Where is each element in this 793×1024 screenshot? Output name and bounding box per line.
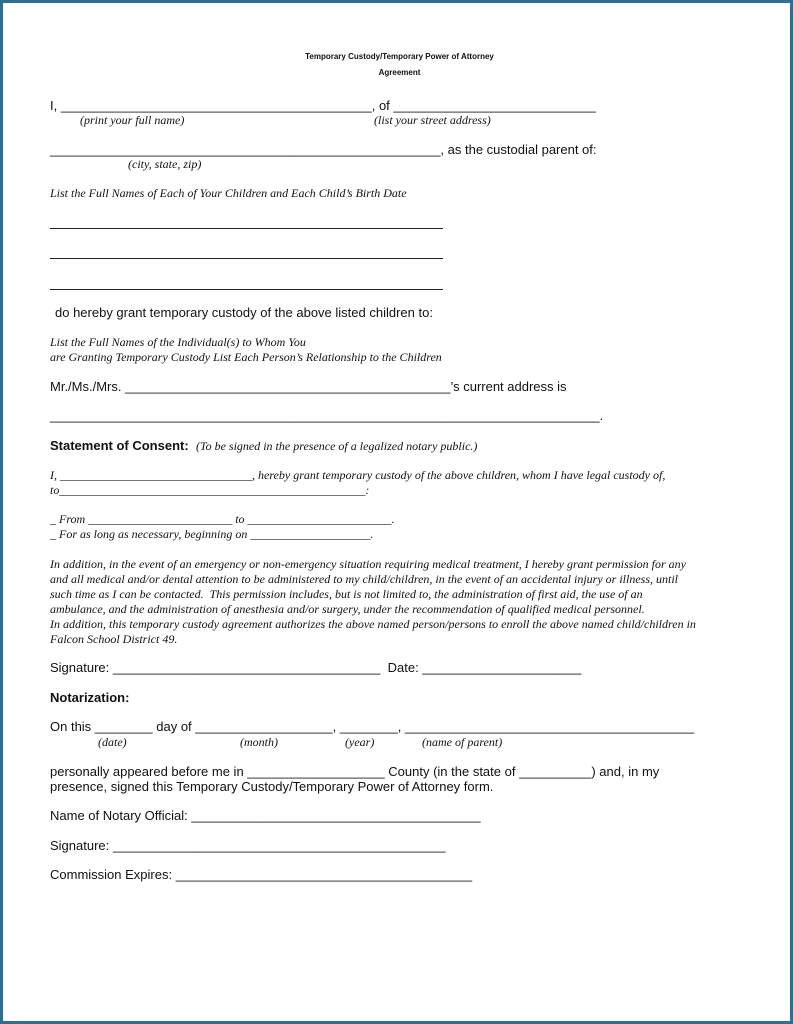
signature-date-line: Signature: _____________________________________ Date: ______________________	[50, 660, 582, 675]
date-hint: (date)	[98, 735, 127, 749]
notary-official-name-line: Name of Notary Official: ________________________________________	[50, 808, 481, 823]
year-hint: (year)	[345, 735, 375, 749]
full-name-hint: (print your full name)	[80, 113, 185, 127]
grantee-name-line: Mr./Ms./Mrs. _____________________________________________’s current address is	[50, 379, 567, 394]
parent-name-address-line: I, ___________________________________________, of ____________________________	[50, 98, 596, 113]
notary-on-this-day-line: On this ________ day of ___________________, ________, ________________________________________	[50, 719, 695, 734]
appeared-presence-line: presence, signed this Temporary Custody/Temporary Power of Attorney form.	[50, 779, 494, 794]
grantee-address-line: ____________________________________________________________________________.	[50, 408, 604, 423]
child-entry-line-3	[50, 289, 443, 290]
street-address-hint: (list your street address)	[374, 113, 491, 127]
custody-from-to-line: _ From ________________________ to ________________________.	[50, 512, 395, 526]
parent-name-hint: (name of parent)	[422, 735, 503, 749]
children-instruction: List the Full Names of Each of Your Children and Each Child’s Birth Date	[50, 186, 407, 200]
commission-expires-line: Commission Expires: _________________________________________	[50, 867, 473, 882]
custody-as-long-as-necessary-line: _ For as long as necessary, beginning on ____________________.	[50, 527, 374, 541]
consent-line-2: to___________________________________________________:	[50, 483, 370, 497]
medical-paragraph-line-5: In addition, this temporary custody agreement authorizes the above named person/persons to enroll the above named child/children in	[50, 617, 696, 631]
medical-paragraph-line-2: and all medical and/or dental attention to be administered to my child/children, in the event of an accidental injury or illness, until	[50, 572, 679, 586]
medical-paragraph-line-1: In addition, in the event of an emergency or non-emergency situation requiring medical treatment, I hereby grant permission for any	[50, 557, 686, 571]
city-state-zip-hint: (city, state, zip)	[128, 157, 202, 171]
consent-heading: Statement of Consent:	[50, 438, 189, 453]
grant-statement: do hereby grant temporary custody of the above listed children to:	[55, 305, 433, 320]
document-title-line-1: Temporary Custody/Temporary Power of Attorney	[305, 52, 494, 61]
consent-heading-note: (To be signed in the presence of a legalized notary public.)	[196, 439, 478, 453]
notarization-heading: Notarization:	[50, 690, 130, 705]
consent-line-1: I, ________________________________, hereby grant temporary custody of the above children, whom I have legal custody of,	[50, 468, 666, 482]
medical-paragraph-line-3: such time as I can be contacted. This permission includes, but is not limited to, the administration of first aid, the use of an	[50, 587, 643, 601]
child-entry-line-1	[50, 228, 443, 229]
appeared-county-line: personally appeared before me in ___________________ County (in the state of __________) and, in my	[50, 764, 660, 779]
medical-paragraph-line-6: Falcon School District 49.	[50, 632, 178, 646]
document-title-line-2: Agreement	[378, 68, 421, 77]
month-hint: (month)	[240, 735, 278, 749]
child-entry-line-2	[50, 258, 443, 259]
medical-paragraph-line-4: ambulance, and the administration of anesthesia and/or surgery, under the recommendation of qualified medical personnel.	[50, 602, 645, 616]
grantee-instruction-line-1: List the Full Names of the Individual(s) to Whom You	[50, 335, 306, 349]
custodial-parent-line: ______________________________________________________, as the custodial parent of:	[50, 142, 597, 157]
notary-signature-line: Signature: ______________________________________________	[50, 838, 446, 853]
grantee-instruction-line-2: are Granting Temporary Custody List Each Person’s Relationship to the Children	[50, 350, 442, 364]
